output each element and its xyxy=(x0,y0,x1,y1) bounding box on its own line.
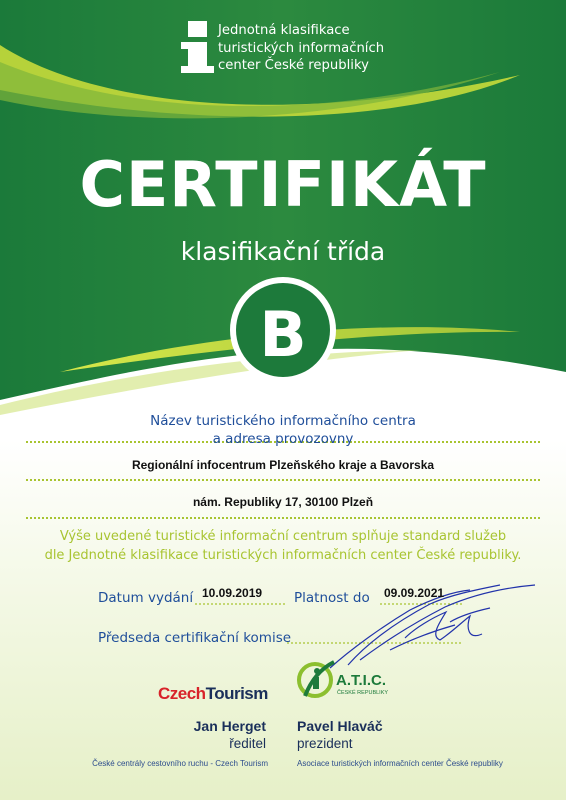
centre-label xyxy=(0,412,566,448)
signatory-1-name: Jan Herget xyxy=(193,718,266,734)
czechtourism-logo xyxy=(158,684,268,704)
centre-address: nám. Republiky 17, 30100 Plzeň xyxy=(192,495,374,509)
czechtourism-logo-part2: Tourism xyxy=(205,684,268,703)
signatory-2-name: Pavel Hlaváč xyxy=(297,718,383,734)
centre-label-line-1: Název turistického informačního centra xyxy=(150,413,416,429)
certificate-title: CERTIFIKÁT xyxy=(79,148,487,221)
statement-line-2: dle Jednotné klasifikace turistických informačních center České republiky. xyxy=(44,548,522,563)
valid-label: Platnost do xyxy=(294,590,370,606)
signatory-2-org: Asociace turistických informačních center České republiky xyxy=(297,759,503,768)
centre-name: Regionální infocentrum Plzeňského kraje a Bavorska xyxy=(131,458,435,472)
header-line-2: turistických informačních xyxy=(218,40,385,56)
atic-logo-subtitle: ČESKÉ REPUBLIKY xyxy=(337,690,389,696)
certificate-subtitle: klasifikační třída xyxy=(180,237,386,266)
atic-logo-title: A.T.I.C. xyxy=(336,672,387,689)
signatory-1-org: České centrály cestovního ruchu - Czech Tourism xyxy=(92,759,268,768)
signatory-2-role: prezident xyxy=(297,736,353,751)
issued-label: Datum vydání xyxy=(98,590,194,606)
header-text xyxy=(218,22,384,75)
atic-logo-icon xyxy=(299,662,334,696)
header-line-1: Jednotná klasifikace xyxy=(218,23,350,38)
issued-value: 10.09.2019 xyxy=(202,586,263,600)
czechtourism-logo-part1: Czech xyxy=(158,684,206,703)
signatory-1-role: ředitel xyxy=(229,736,266,751)
statement xyxy=(0,527,566,565)
header-line-3: center České republiky xyxy=(218,58,369,73)
committee-label: Předseda certifikační komise xyxy=(98,630,292,646)
class-letter: B xyxy=(259,298,307,371)
statement-line-1: Výše uvedené turistické informační centrum splňuje standard služeb xyxy=(59,529,507,544)
centre-label-line-2: a adresa provozovny xyxy=(212,431,354,447)
valid-value: 09.09.2021 xyxy=(384,586,445,600)
